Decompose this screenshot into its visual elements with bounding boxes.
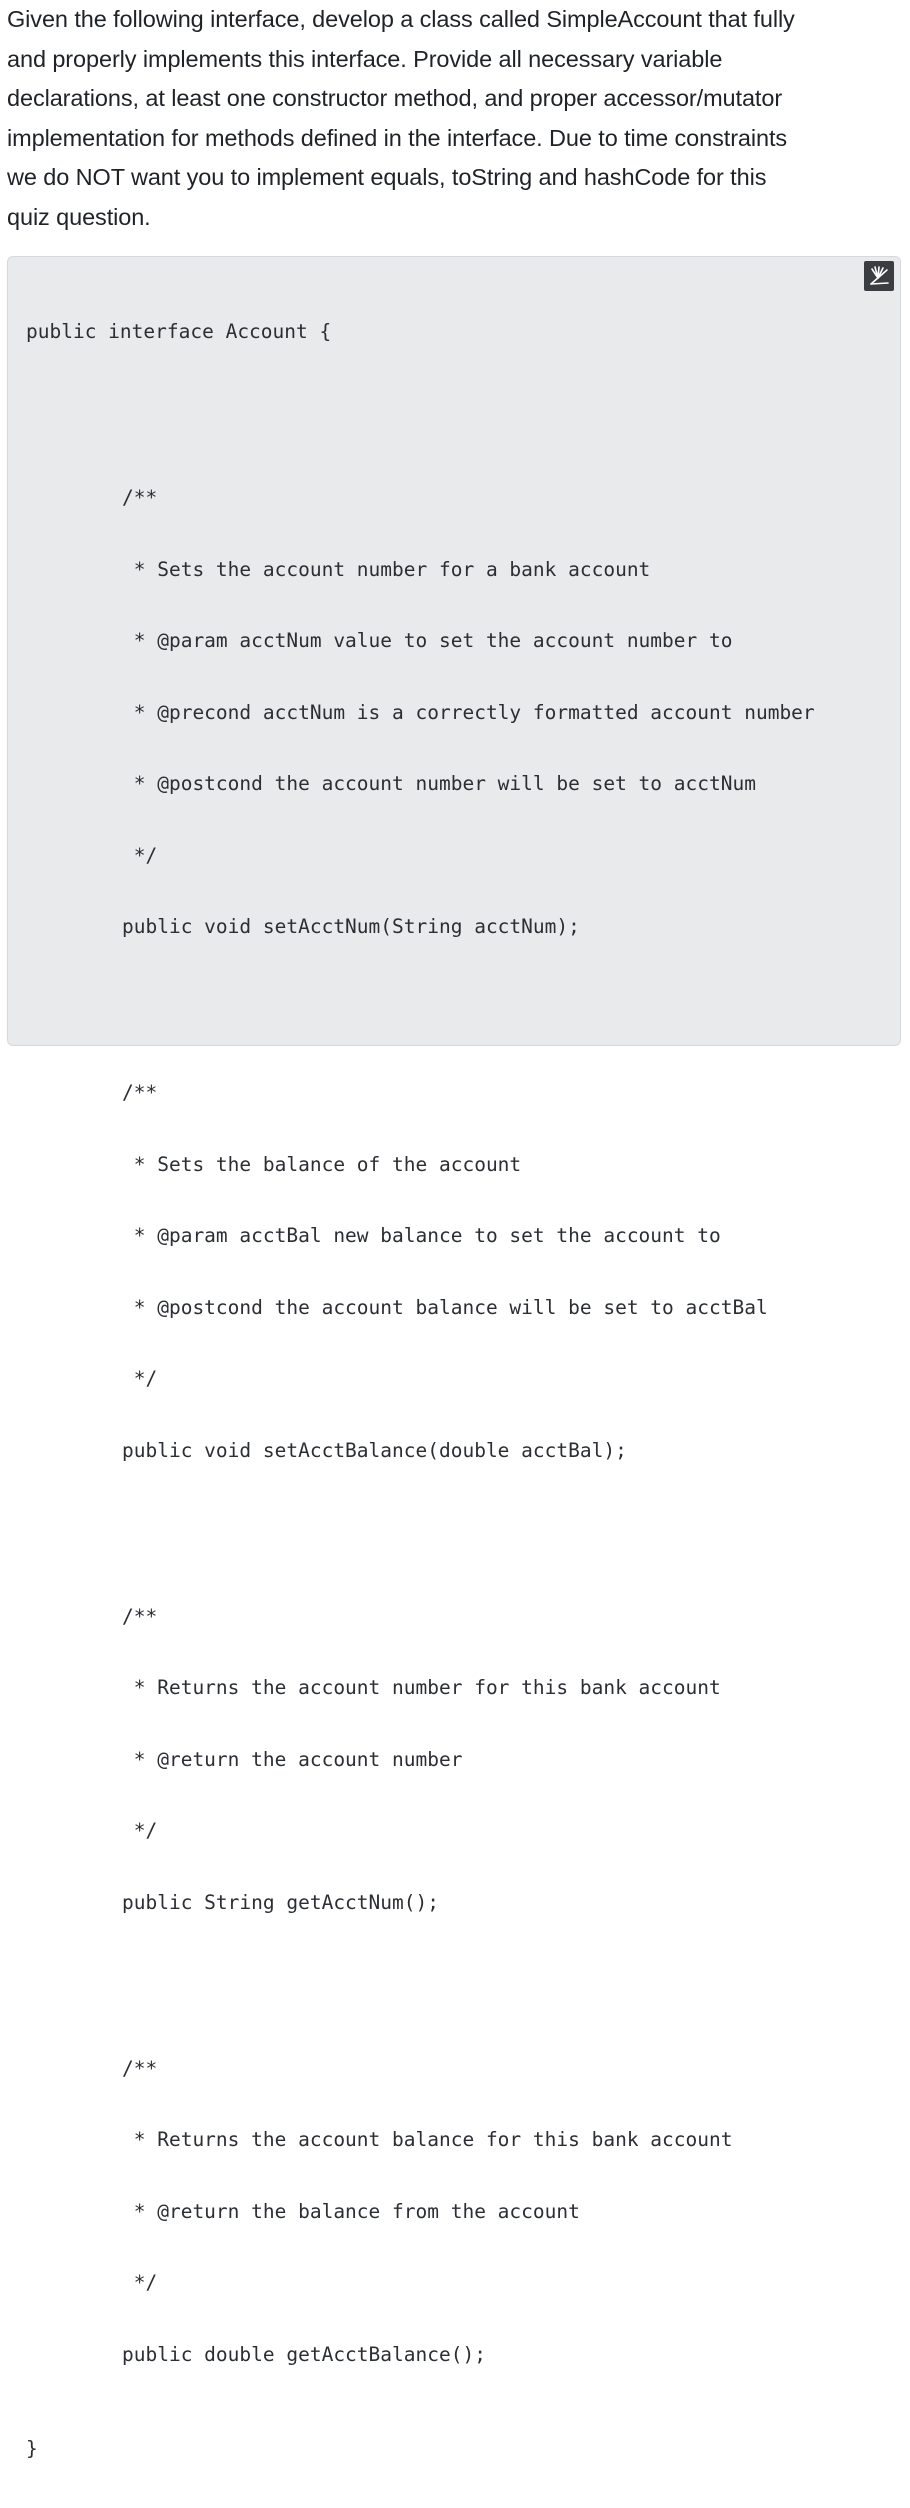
code-method-signature: public void setAcctBalance(double acctBal); <box>122 1438 627 1462</box>
code-comment-line: */ <box>122 1819 158 1842</box>
code-blank-line <box>26 986 815 1012</box>
code-blank-line <box>26 1509 815 1535</box>
code-method-signature: public double getAcctBalance(); <box>122 2342 486 2366</box>
code-comment-line: /** <box>122 1604 158 1628</box>
code-text <box>26 273 815 2508</box>
code-method-signature: public String getAcctNum(); <box>122 1890 439 1914</box>
question-line: Given the following interface, develop a class called SimpleAccount that fully <box>7 6 795 32</box>
question-text <box>7 0 907 237</box>
code-blank-line <box>26 391 815 417</box>
code-comment-line: * @param acctBal new balance to set the account to <box>122 1224 721 1247</box>
expand-icon[interactable] <box>864 261 894 291</box>
code-comment-line: * @return the account number <box>122 1747 463 1771</box>
code-block <box>7 256 901 2460</box>
question-line: implementation for methods defined in the interface. Due to time constraints <box>7 124 788 151</box>
code-comment-line: /** <box>122 1081 158 1104</box>
code-comment-line: * @postcond the account balance will be set to acctBal <box>122 1295 768 1319</box>
question-line: we do NOT want you to implement equals, toString and hashCode for this <box>7 164 767 190</box>
code-comment-line: * Sets the balance of the account <box>122 1152 522 1176</box>
question-line: declarations, at least one constructor method, and proper accessor/mutator <box>7 85 783 111</box>
code-comment-line: */ <box>122 1367 158 1390</box>
code-comment-line: * Sets the account number for a bank account <box>122 557 651 581</box>
code-comment-line: * @return the balance from the account <box>122 2199 580 2223</box>
code-line-closing-brace: } <box>26 2437 38 2460</box>
code-comment-line: * Returns the account balance for this bank account <box>122 2128 733 2151</box>
code-comment-line: */ <box>122 843 158 867</box>
code-blank-line <box>26 1961 815 1987</box>
code-comment-line: * Returns the account number for this bank account <box>122 1676 721 1699</box>
code-comment-line: * @param acctNum value to set the account number to <box>122 629 733 652</box>
question-line: quiz question. <box>7 203 151 230</box>
code-comment-line: * @postcond the account number will be set to acctNum <box>122 772 756 795</box>
code-comment-line: * @precond acctNum is a correctly formatted account number <box>122 700 815 724</box>
code-comment-line: /** <box>122 2056 158 2080</box>
question-line: and properly implements this interface. Provide all necessary variable <box>7 45 723 72</box>
code-comment-line: */ <box>122 2271 158 2294</box>
code-comment-line: /** <box>122 486 158 509</box>
code-line-interface-header: public interface Account { <box>26 320 332 343</box>
code-method-signature: public void setAcctNum(String acctNum); <box>122 915 580 938</box>
